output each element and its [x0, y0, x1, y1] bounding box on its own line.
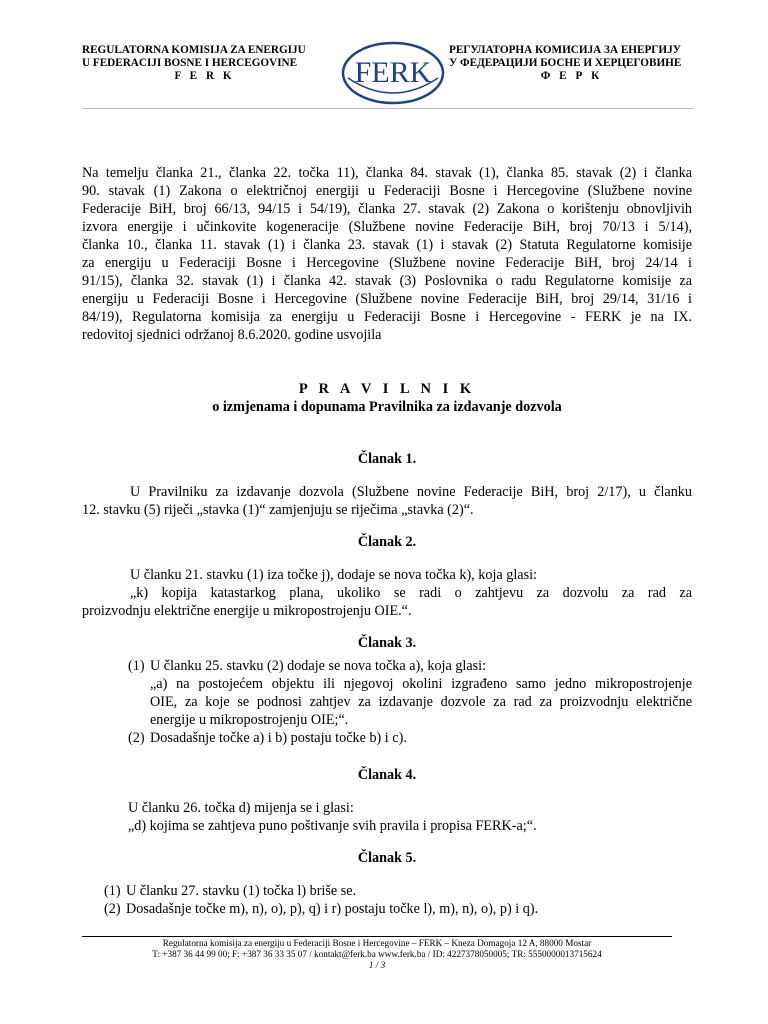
item-number: (1) — [128, 658, 145, 674]
article-3-quote — [128, 675, 692, 729]
letterhead-cyrillic — [449, 44, 694, 83]
quote-line: OIE, za koje se podnosi zahtjev za izdavanje dozvole za rad za proizvodnju električne — [150, 694, 692, 710]
article-2-intro: U članku 21. stavku (1) iza točke j), dodaje se nova točka k), koja glasi: — [130, 567, 537, 583]
quote-line: energije u mikropostrojenju OIE;“. — [150, 712, 349, 728]
item-number: (2) — [104, 901, 121, 917]
letterhead — [82, 38, 694, 108]
footer-address: Regulatorna komisija za energiju u Federaciji Bosne i Hercegovine – FERK – Kneza Domagoja 12 A, 88000 Mostar — [162, 938, 592, 948]
letterhead-cyrillic-line-3: Ф Е Р К — [540, 70, 603, 82]
article-4-heading: Članak 4. — [357, 767, 417, 783]
preamble-line: izvora energije i učinkovite kogeneracije (Službene novine Federacije BiH, broj 70/13 i 5/14), — [82, 219, 692, 235]
item-number: (1) — [104, 883, 121, 899]
article-4-line: „d) kojima se zahtjeva puno poštivanje svih pravila i propisa FERK-a;“. — [128, 818, 537, 834]
article-2-body — [82, 566, 692, 620]
item-text: U članku 25. stavku (2) dodaje se nova točka a), koja glasi: — [150, 658, 487, 674]
preamble-line: 84/19), Regulatorna komisija za energiju u Federaciji Bosne i Hercegovine - FERK je na IX. — [82, 309, 692, 325]
footer-divider — [82, 936, 672, 937]
article-5-heading: Članak 5. — [357, 850, 417, 866]
preamble-line: 91/15), članka 32. stavak (1) i članka 42. stavak (3) Poslovnika o radu Regulatorne komisije za — [82, 273, 692, 289]
preamble-line: Na temelju članka 21., članka 22. točka 11), članka 84. stavak (1), članka 85. stavak (2) i članka — [82, 165, 692, 181]
article-1-line: 12. stavku (5) riječi „stavka (1)“ zamjenjuju se riječima „stavka (2)“. — [82, 502, 474, 518]
letterhead-latin-line-1: REGULATORNA KOMISIJA ZA ENERGIJU — [82, 44, 306, 56]
article-5-item-1 — [104, 882, 692, 900]
article-3-item-2 — [128, 729, 692, 747]
item-text: Dosadašnje točke m), n), o), p), q) i r) postaju točke l), m), n), o), p) i q). — [126, 901, 539, 917]
document-title-block — [82, 380, 692, 416]
article-3-item-1 — [128, 657, 692, 675]
preamble-line: Federacije BiH, broj 66/13, 94/15 i 54/19), članka 27. stavak (2) Zakona o korištenju obnovljivih — [82, 201, 692, 217]
letterhead-latin-line-2: U FEDERACIJI BOSNE I HERCEGOVINE — [82, 57, 298, 69]
letterhead-cyrillic-line-1: РЕГУЛАТОРНА КОМИСИЈА ЗА ЕНЕРГИЈУ — [449, 44, 681, 56]
article-2-line: „k) kopija katastarkog plana, ukoliko se radi o zahtjevu za dozvolu za rad za — [130, 585, 692, 601]
article-1-body — [82, 483, 692, 519]
ferk-logo — [338, 38, 448, 108]
quote-line: „a) na postojećem objektu ili njegovoj okolini izgrađeno samo jedno mikropostrojenje — [150, 676, 692, 692]
preamble-line: 90. stavak (1) Zakona o električnoj energiji u Federaciji Bosne i Hercegovine (Službene novine — [82, 183, 692, 199]
header-divider — [82, 108, 694, 109]
article-5-body — [104, 882, 692, 918]
article-2-line: proizvodnju električne energije u mikropostrojenju OIE.“. — [82, 603, 412, 619]
item-text: Dosadašnje točke a) i b) postaju točke b) i c). — [150, 730, 407, 746]
page-number: 1 / 3 — [368, 960, 386, 970]
preamble-line: za energiju u Federaciji Bosne i Hercegovine (Službene novine Federacije BiH, broj 24/14 i — [82, 255, 692, 271]
article-4-body — [128, 799, 692, 835]
article-1-line: U Pravilniku za izdavanje dozvola (Službene novine Federacije BiH, broj 2/17), u članku — [130, 484, 692, 500]
preamble-line: redovitoj sjednici održanoj 8.6.2020. godine usvojila — [82, 327, 382, 343]
logo-wordmark: FERK — [354, 56, 432, 89]
item-text: U članku 27. stavku (1) točka l) briše se. — [126, 883, 357, 899]
item-number: (2) — [128, 730, 145, 746]
document-subtitle: o izmjenama i dopunama Pravilnika za izdavanje dozvola — [212, 399, 562, 415]
article-1-heading: Članak 1. — [357, 451, 417, 467]
letterhead-latin — [82, 44, 327, 83]
article-2-heading: Članak 2. — [357, 534, 417, 550]
article-3-body — [128, 657, 692, 747]
footer-contacts: T: +387 36 44 99 00; F: +387 36 33 35 07 / kontakt@ferk.ba www.ferk.ba / ID: 4227378050005; TR: 5550000013715624 — [152, 949, 602, 959]
article-5-item-2 — [104, 900, 692, 918]
preamble-line: članka 10., članka 11. stavak (1) i članka 23. stavak (1) i stavak (2) Statuta Regulatorne komisije — [82, 237, 692, 253]
ferk-logo-icon — [338, 38, 448, 108]
preamble-line: energiju u Federaciji Bosne i Hercegovine (Službene novine Federacije BiH, broj 29/14, 31/16 i — [82, 291, 692, 307]
preamble — [82, 164, 692, 344]
document-title: P R A V I L N I K — [298, 381, 476, 397]
article-4-line: U članku 26. točka d) mijenja se i glasi: — [128, 800, 354, 816]
letterhead-cyrillic-line-2: У ФЕДЕРАЦИЈИ БОСНЕ И ХЕРЦЕГОВИНЕ — [449, 57, 682, 69]
article-3-heading: Članak 3. — [357, 635, 417, 651]
letterhead-latin-line-3: F E R K — [174, 70, 235, 82]
